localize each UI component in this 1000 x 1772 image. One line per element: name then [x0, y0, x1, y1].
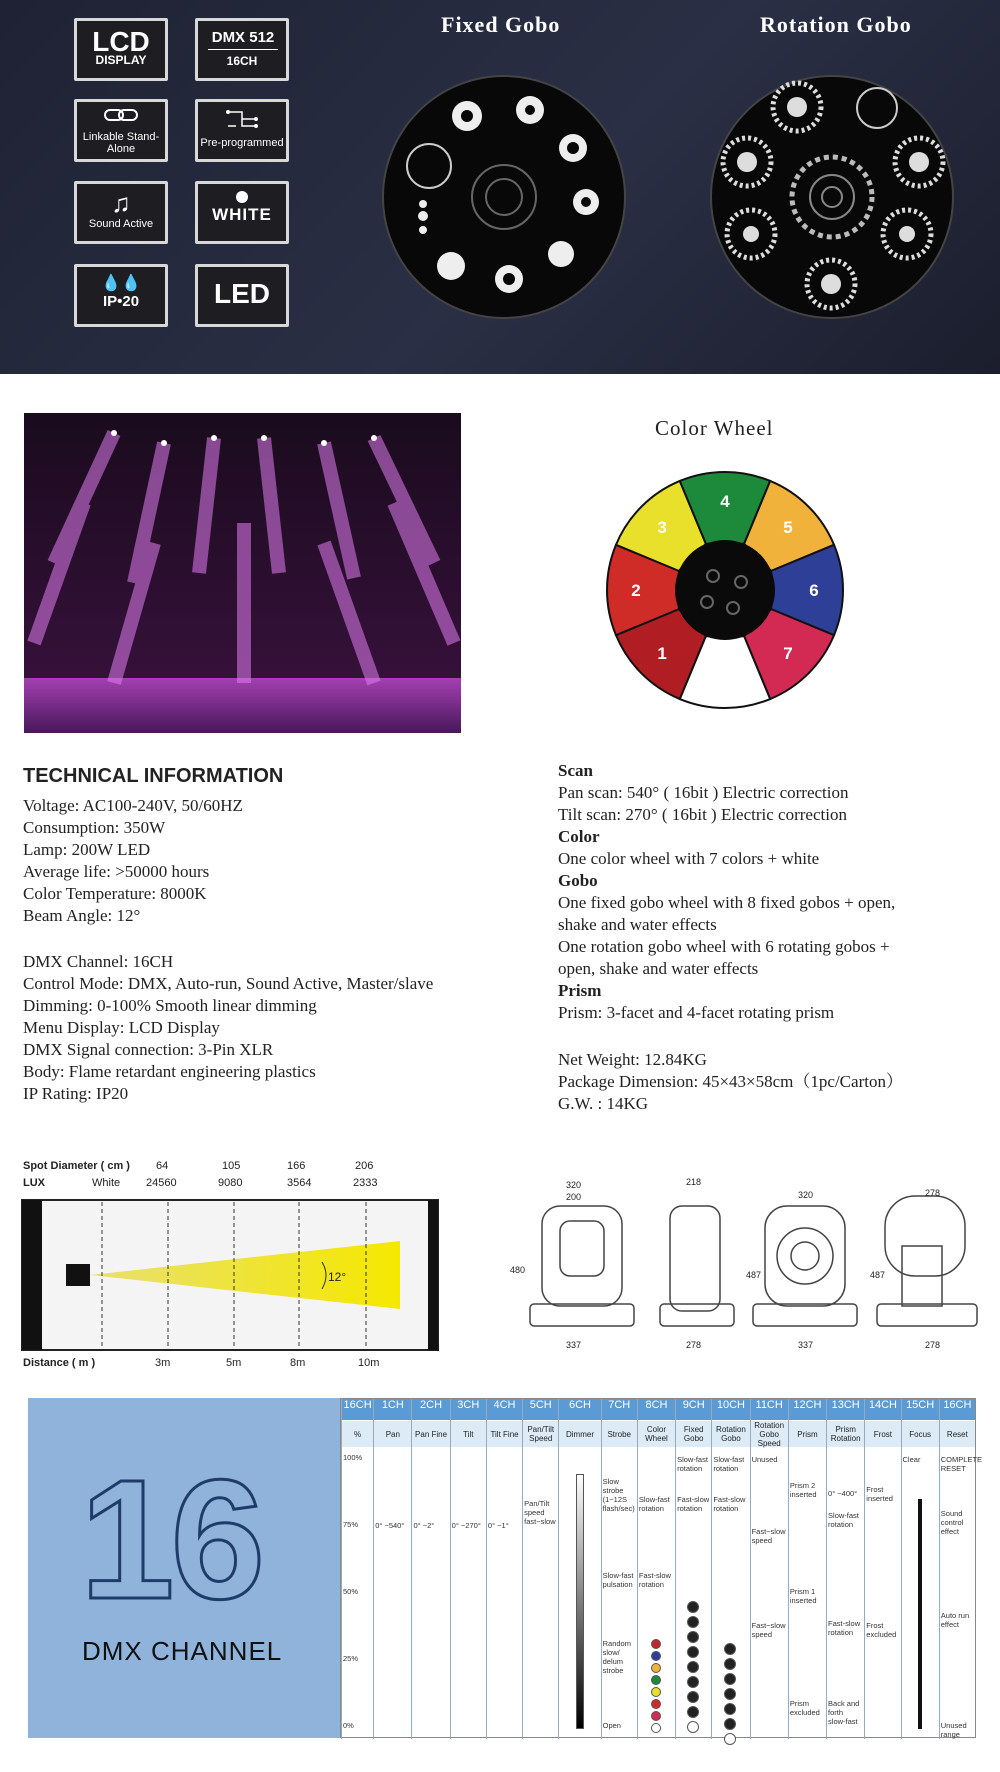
lux-value: 3564 — [287, 1177, 312, 1189]
beam-angle-value: 12° — [328, 1270, 347, 1284]
channel-column — [522, 1399, 558, 1739]
channel-note: Fast~slow speed — [751, 1527, 786, 1545]
channel-header: 7CH — [602, 1399, 637, 1421]
tech-specs-group2: DMX Channel: 16CH Control Mode: DMX, Auto-run, Sound Active, Master/slave Dimming: 0-100% Smooth linear dimming Menu Display: LCD Display DMX Signal connection: 3-Pin XLR Body: Flame retardant engineering plastics IP Rating: IP20 — [23, 952, 434, 1103]
dim-label: 487 — [870, 1270, 886, 1280]
dimension-drawings — [520, 1176, 990, 1356]
channel-column — [341, 1399, 373, 1739]
distance-value: 10m — [358, 1357, 380, 1369]
percent-mark: 100% — [343, 1453, 363, 1462]
channel-header: 5CH — [523, 1399, 558, 1421]
channel-function: Rotation Gobo Speed — [751, 1421, 788, 1447]
fixed-gobo-title: Fixed Gobo — [441, 12, 561, 37]
dim-label: 320 — [566, 1180, 582, 1190]
channel-note: Unused — [751, 1455, 778, 1464]
beam-angle-diagram — [22, 1197, 438, 1352]
channel-header: 4CH — [487, 1399, 522, 1421]
dim-label: 278 — [686, 1340, 702, 1350]
channel-function: Focus — [902, 1421, 939, 1447]
channel-note: Auto run effect — [940, 1611, 970, 1629]
channel-note: 0° ~1° — [487, 1521, 509, 1530]
channel-note: COMPLETE RESET — [940, 1455, 983, 1473]
channel-column — [788, 1399, 826, 1739]
focus-arrow — [918, 1499, 922, 1729]
dimmer-gradient — [576, 1474, 584, 1729]
channel-note: Unused range — [940, 1721, 967, 1739]
color-dot — [651, 1687, 661, 1697]
channel-header: 12CH — [789, 1399, 826, 1421]
channel-column — [601, 1399, 637, 1739]
distance-value: 3m — [155, 1357, 171, 1369]
dmx-channel-table — [340, 1398, 983, 1739]
wheel-hub — [675, 540, 775, 640]
lux-color-label: White — [92, 1177, 121, 1189]
color-slot-number: 3 — [657, 518, 667, 538]
channel-function: Dimmer — [559, 1421, 600, 1447]
channel-note: Clear — [902, 1455, 921, 1464]
color-dot — [651, 1699, 661, 1709]
dmx512-badge: DMX 512 16CH — [195, 18, 289, 81]
color-slot-number: 4 — [720, 492, 730, 511]
channel-function: Strobe — [602, 1421, 637, 1447]
diameter-value: 206 — [355, 1160, 374, 1172]
channel-column — [373, 1399, 411, 1739]
channel-function: Prism — [789, 1421, 826, 1447]
channel-column — [486, 1399, 522, 1739]
white-badge: WHITE — [195, 181, 289, 244]
channel-column — [864, 1399, 900, 1739]
channel-header: 8CH — [638, 1399, 675, 1421]
color-slot-number: 1 — [657, 643, 667, 663]
dim-label: 218 — [686, 1177, 702, 1187]
rotation-gobo-title: Rotation Gobo — [760, 12, 912, 37]
led-badge: LED — [195, 264, 289, 327]
color-slot-number: 2 — [631, 581, 641, 600]
tech-specs-group1: Voltage: AC100-240V, 50/60HZ Consumption: 350W Lamp: 200W LED Average life: >50000 hours Color Temperature: 8000K Beam Angle: 12° — [23, 796, 243, 925]
white-dot-icon — [236, 191, 248, 203]
channel-function: Pan/Tilt Speed — [523, 1421, 558, 1447]
channel-note: Prism 2 inserted — [789, 1481, 817, 1499]
channel-note: Slow-fast pulsation — [602, 1571, 634, 1589]
diameter-value: 64 — [156, 1160, 169, 1172]
dim-label: 487 — [746, 1270, 762, 1280]
ip20-badge: 💧💧 IP•20 — [74, 264, 168, 327]
channel-note: 0° ~2° — [413, 1521, 435, 1530]
channel-header: 10CH — [712, 1399, 749, 1421]
channel-function: % — [342, 1421, 373, 1447]
color-dot — [651, 1723, 661, 1733]
dmx-big-number: 16 — [80, 1445, 262, 1635]
channel-header: 3CH — [451, 1399, 486, 1421]
lux-label: LUX — [23, 1177, 45, 1189]
channel-column — [411, 1399, 449, 1739]
channel-note: Prism excluded — [789, 1699, 820, 1717]
channel-function: Pan — [374, 1421, 411, 1447]
dim-label: 480 — [510, 1265, 526, 1275]
color-slot-number: 7 — [783, 643, 793, 663]
distance-label: Distance ( m ) — [23, 1357, 96, 1369]
channel-column — [939, 1399, 983, 1739]
channel-column — [450, 1399, 486, 1739]
preprogrammed-badge: Pre-programmed — [195, 99, 289, 162]
diameter-value: 105 — [222, 1160, 241, 1172]
channel-column — [826, 1399, 864, 1739]
channel-function: Rotation Gobo — [712, 1421, 749, 1447]
channel-note: Slow-fast rotation — [638, 1495, 670, 1513]
channel-header: 9CH — [676, 1399, 711, 1421]
color-wheel-title: Color Wheel — [655, 416, 774, 440]
channel-function: Tilt Fine — [487, 1421, 522, 1447]
dmx-channel-label: DMX CHANNEL — [82, 1636, 283, 1666]
channel-note: Fast-slow rotation — [677, 1495, 710, 1513]
channel-note: 0° ~400° — [828, 1489, 858, 1498]
rotation-gobo-dot — [724, 1733, 736, 1745]
percent-mark: 25% — [343, 1654, 359, 1663]
channel-function: Prism Rotation — [827, 1421, 864, 1447]
channel-header: 2CH — [412, 1399, 449, 1421]
channel-note: Fast~slow speed — [751, 1621, 786, 1639]
tech-specs-right: Scan Pan scan: 540° ( 16bit ) Electric correction Tilt scan: 270° ( 16bit ) Electric correction Color One color wheel with 7 colors + white Gobo One fixed gobo wheel with 8 fixed gobos + open, shake and water effects One rotation gobo wheel with 6 rotating gobos + open, shake and water effects Prism Prism: 3-facet and 4-facet rotating prism — [558, 761, 896, 1022]
distance-value: 5m — [226, 1357, 242, 1369]
water-drops-icon: 💧💧 — [101, 275, 141, 292]
channel-function: Tilt — [451, 1421, 486, 1447]
channel-note: Slow-fast rotation — [677, 1455, 708, 1473]
package-info: Net Weight: 12.84KG Package Dimension: 45×43×58cm（1pc/Carton） G.W. : 14KG — [558, 1050, 903, 1113]
linkable-badge: Linkable Stand-Alone — [74, 99, 168, 162]
lux-value: 9080 — [218, 1177, 243, 1189]
channel-note: Frost inserted — [866, 1485, 893, 1503]
channel-function: Reset — [940, 1421, 975, 1447]
channel-note: Sound control effect — [940, 1509, 964, 1536]
channel-header: 14CH — [865, 1399, 900, 1421]
color-slot-number: 5 — [783, 518, 793, 538]
dim-label: 337 — [566, 1340, 582, 1350]
lux-value: 24560 — [146, 1177, 177, 1189]
channel-header: 11CH — [751, 1399, 788, 1421]
color-dot — [651, 1663, 661, 1673]
percent-mark: 50% — [343, 1587, 359, 1596]
dim-label: 278 — [925, 1188, 941, 1198]
channel-note: Open — [602, 1721, 621, 1730]
channel-note: Prism 1 inserted — [789, 1587, 817, 1605]
channel-column — [750, 1399, 788, 1739]
channel-note: Slow strobe (1~12S flash/sec) — [602, 1477, 635, 1513]
dim-label: 320 — [798, 1190, 814, 1200]
channel-header: 16CH — [940, 1399, 975, 1421]
color-dot — [651, 1711, 661, 1721]
distance-value: 8m — [290, 1357, 306, 1369]
color-dot — [651, 1675, 661, 1685]
circuit-icon — [222, 106, 262, 132]
channel-function: Color Wheel — [638, 1421, 675, 1447]
channel-note: 0° ~270° — [451, 1521, 481, 1530]
channel-note: Fast-slow rotation — [828, 1619, 861, 1637]
lcd-display-badge: LCD DISPLAY — [74, 18, 168, 81]
channel-note: Pan/Tilt speed fast~slow — [524, 1499, 556, 1526]
diameter-value: 166 — [287, 1160, 306, 1172]
channel-note: Slow-fast rotation — [713, 1455, 745, 1473]
color-wheel — [605, 470, 845, 710]
channel-function: Fixed Gobo — [676, 1421, 711, 1447]
color-dot — [651, 1651, 661, 1661]
channel-column — [675, 1399, 711, 1739]
link-icon — [101, 106, 141, 126]
channel-note: 0° ~540° — [375, 1521, 405, 1530]
tech-info-title: TECHNICAL INFORMATION — [23, 765, 284, 787]
channel-header: 6CH — [559, 1399, 600, 1421]
dim-label: 200 — [566, 1192, 582, 1202]
percent-mark: 75% — [343, 1520, 359, 1529]
lux-value: 2333 — [353, 1177, 378, 1189]
channel-note: Fast-slow rotation — [713, 1495, 746, 1513]
color-slot-number: 6 — [809, 581, 819, 600]
spot-diameter-label: Spot Diameter ( cm ) — [23, 1160, 130, 1172]
fixed-gobo-wheel — [381, 74, 627, 320]
color-dot — [651, 1639, 661, 1649]
channel-note: Frost excluded — [866, 1621, 897, 1639]
channel-note: Fast-slow rotation — [638, 1571, 671, 1589]
channel-note: Slow-fast rotation — [828, 1511, 859, 1529]
channel-note: Random slow/ delum strobe — [602, 1639, 631, 1675]
channel-header: 16CH — [342, 1399, 373, 1421]
channel-header: 1CH — [374, 1399, 411, 1421]
channel-function: Frost — [865, 1421, 900, 1447]
rotation-gobo-wheel — [709, 74, 955, 320]
channel-header: 15CH — [902, 1399, 939, 1421]
channel-note: Back and forth slow-fast — [828, 1699, 860, 1726]
channel-header: 13CH — [827, 1399, 864, 1421]
stage-beam-photo — [24, 413, 461, 733]
sound-active-badge: ♫ Sound Active — [74, 181, 168, 244]
music-note-icon: ♫ — [111, 188, 131, 218]
percent-mark: 0% — [343, 1721, 354, 1730]
channel-function: Pan Fine — [412, 1421, 449, 1447]
dim-label: 278 — [925, 1340, 941, 1350]
dim-label: 337 — [798, 1340, 814, 1350]
